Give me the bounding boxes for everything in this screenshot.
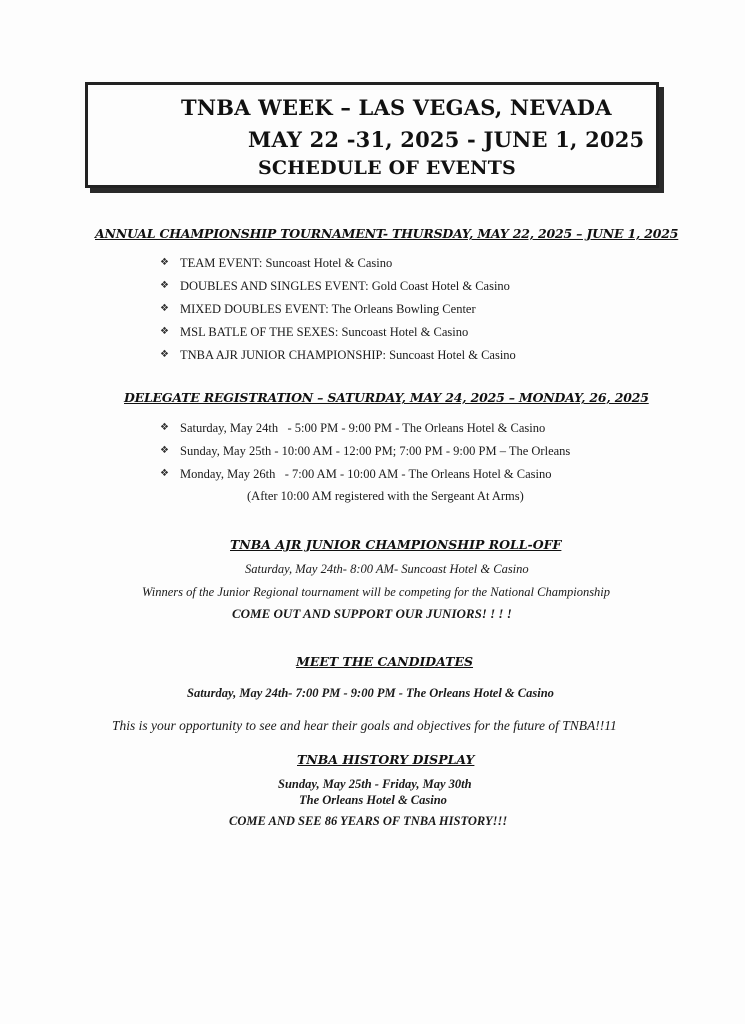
list-item: ❖ TNBA AJR JUNIOR CHAMPIONSHIP: Suncoast Hotel & Casino — [160, 348, 516, 362]
candidates-datetime: Saturday, May 24th- 7:00 PM - 9:00 PM - The Orleans Hotel & Casino — [187, 686, 554, 700]
section-heading-junior-rolloff: TNBA AJR JUNIOR CHAMPIONSHIP ROLL-OFF — [230, 537, 562, 552]
list-item: ❖ TEAM EVENT: Suncoast Hotel & Casino — [160, 256, 393, 270]
diamond-bullet-icon: ❖ — [160, 468, 169, 479]
rolloff-description: Winners of the Junior Regional tournament will be competing for the National Championship — [142, 585, 611, 599]
diamond-bullet-icon: ❖ — [160, 280, 169, 291]
title-box — [85, 82, 659, 188]
championship-event-list — [160, 255, 516, 370]
section-heading-meet-candidates: MEET THE CANDIDATES — [296, 654, 474, 669]
list-item: ❖ MSL BATLE OF THE SEXES: Suncoast Hotel & Casino — [160, 325, 469, 339]
section-heading-delegate-registration: DELEGATE REGISTRATION – SATURDAY, MAY 24, 2025 – MONDAY, 26, 2025 — [124, 390, 649, 405]
list-item: ❖ MIXED DOUBLES EVENT: The Orleans Bowling Center — [160, 302, 476, 316]
diamond-bullet-icon: ❖ — [160, 349, 169, 360]
registration-note: (After 10:00 AM registered with the Sergeant At Arms) — [247, 489, 524, 503]
diamond-bullet-icon: ❖ — [160, 303, 169, 314]
rolloff-callout: COME OUT AND SUPPORT OUR JUNIORS! ! ! ! — [232, 606, 512, 621]
list-item: ❖ Saturday, May 24th - 5:00 PM - 9:00 PM - The Orleans Hotel & Casino — [160, 421, 546, 435]
list-item: ❖ DOUBLES AND SINGLES EVENT: Gold Coast Hotel & Casino — [160, 279, 510, 293]
title-line-2: MAY 22 -31, 2025 - JUNE 1, 2025 — [248, 127, 645, 152]
title-line-3: SCHEDULE OF EVENTS — [258, 157, 516, 179]
history-dates: Sunday, May 25th - Friday, May 30th — [278, 777, 472, 791]
history-callout: COME AND SEE 86 YEARS OF TNBA HISTORY!!! — [229, 814, 508, 828]
diamond-bullet-icon: ❖ — [160, 257, 169, 268]
diamond-bullet-icon: ❖ — [160, 445, 169, 456]
list-item: ❖ Sunday, May 25th - 10:00 AM - 12:00 PM; 7:00 PM - 9:00 PM – The Orleans — [160, 444, 571, 458]
list-item: ❖ Monday, May 26th - 7:00 AM - 10:00 AM - The Orleans Hotel & Casino — [160, 467, 552, 481]
candidates-description: This is your opportunity to see and hear their goals and objectives for the future of TNBA!!11 — [112, 718, 617, 733]
section-heading-history-display: TNBA HISTORY DISPLAY — [297, 752, 475, 767]
section-heading-championship: ANNUAL CHAMPIONSHIP TOURNAMENT- THURSDAY, MAY 22, 2025 – JUNE 1, 2025 — [95, 226, 679, 241]
history-venue: The Orleans Hotel & Casino — [299, 793, 447, 807]
diamond-bullet-icon: ❖ — [160, 326, 169, 337]
rolloff-datetime: Saturday, May 24th- 8:00 AM- Suncoast Hotel & Casino — [245, 562, 529, 576]
diamond-bullet-icon: ❖ — [160, 422, 169, 433]
title-line-1: TNBA WEEK – LAS VEGAS, NEVADA — [181, 95, 612, 120]
registration-schedule-list — [160, 420, 570, 489]
